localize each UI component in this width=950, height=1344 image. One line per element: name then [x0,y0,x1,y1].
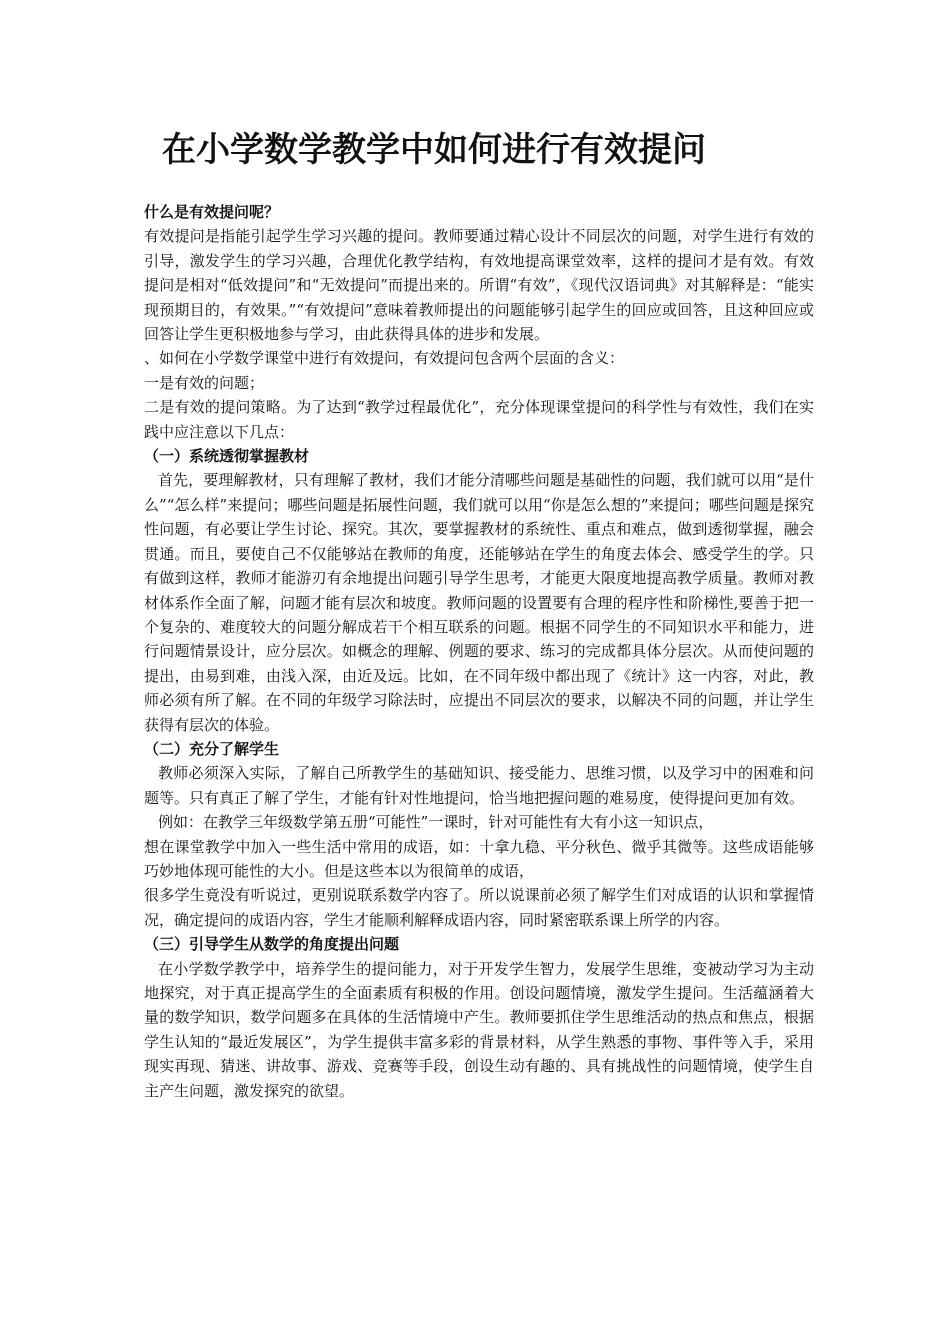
definition-paragraph: 有效提问是指能引起学生学习兴趣的提问。教师要通过精心设计不同层次的问题，对学生进行有效的引导，激发学生的学习兴趣，合理优化教学结构，有效地提高课堂效率，这样的提问才是有效。有效提问是相对“低效提问”和“无效提问”而提出来的。所谓“有效”，《现代汉语词典》对其解释是：“能实现预期目的，有效果。”“有效提问”意味着教师提出的问题能够引起学生的回应或回答，且这种回应或回答让学生更积极地参与学习，由此获得具体的进步和发展。 [144,227,814,344]
section-three-paragraph: 在小学数学教学中，培养学生的提问能力，对于开发学生智力，发展学生思维，变被动学习为主动地探究，对于真正提高学生的全面素质有积极的作用。创设问题情境，激发学生提问。生活蕴涵着大量的数学知识，数学问题多在具体的生活情境中产生。教师要抓住学生思维活动的热点和焦点，根据学生认知的“最近发展区”，为学生提供丰富多彩的背景材料，从学生熟悉的事物、事件等入手，采用现实再现、猜迷、讲故事、游戏、竞赛等手段，创设生动有趣的、具有挑战性的问题情境，使学生自主产生问题，激发探究的欲望。 [144,959,814,1100]
section-two-paragraph-3: 想在课堂教学中加入一些生活中常用的成语，如：十拿九稳、平分秋色、微乎其微等。这些成语能够巧妙地体现可能性的大小。但是这些本以为很简单的成语， [144,837,814,880]
section-one-heading: （一）系统透彻掌握教材 [144,447,310,466]
section-two-paragraph-4: 很多学生竟没有听说过，更别说联系数学内容了。所以说课前必须了解学生们对成语的认识和掌握情况，确定提问的成语内容，学生才能顺利解释成语内容，同时紧密联系课上所学的内容。 [144,886,814,929]
document-body [144,200,814,1103]
section-two-paragraph-1: 教师必须深入实际，了解自己所教学生的基础知识、接受能力、思维习惯，以及学习中的困难和问题等。只有真正了解了学生，才能有针对性地提问，恰当地把握问题的难易度，使得提问更加有效。 [144,764,814,807]
section-two-paragraph-2: 例如：在教学三年级数学第五册“可能性”一课时，针对可能性有大有小这一知识点， [158,813,714,832]
section-two-heading: （二）充分了解学生 [144,739,280,758]
question-heading: 什么是有效提问呢？ [144,203,280,221]
how-to-paragraph: 、如何在小学数学课堂中进行有效提问，有效提问包含两个层面的含义： [144,349,625,368]
point-one-paragraph: 一是有效的问题； [144,373,265,392]
document-title: 在小学数学教学中如何进行有效提问 [162,130,706,170]
point-two-paragraph: 二是有效的提问策略。为了达到“教学过程最优化”，充分体现课堂提问的科学性与有效性，我们在实践中应注意以下几点： [144,398,814,441]
section-one-paragraph: 首先，要理解教材，只有理解了教材，我们才能分清哪些问题是基础性的问题，我们就可以用“是什么”“怎么样”来提问；哪些问题是拓展性问题，我们就可以用“你是怎么想的”来提问；哪些问题是探究性问题，有必要让学生讨论、探究。其次，要掌握教材的系统性、重点和难点，做到透彻掌握，融会贯通。而且，要使自己不仅能够站在教师的角度，还能够站在学生的角度去体会、感受学生的学。只有做到这样，教师才能游刃有余地提出问题引导学生思考，才能更大限度地提高教学质量。教师对教材体系作全面了解，问题才能有层次和坡度。教师问题的设置要有合理的程序性和阶梯性,要善于把一个复杂的、难度较大的问题分解成若干个相互联系的问题。根据不同学生的不同知识水平和能力，进行问题情景设计，应分层次。如概念的理解、例题的要求、练习的完成都具体分层次。从而使问题的提出，由易到难，由浅入深，由近及远。比如，在不同年级中都出现了《统计》这一内容，对此，教师必须有所了解。在不同的年级学习除法时，应提出不同层次的要求，以解决不同的问题，并让学生获得有层次的体验。 [144,471,814,734]
section-three-heading: （三）引导学生从数学的角度提出问题 [144,935,400,954]
